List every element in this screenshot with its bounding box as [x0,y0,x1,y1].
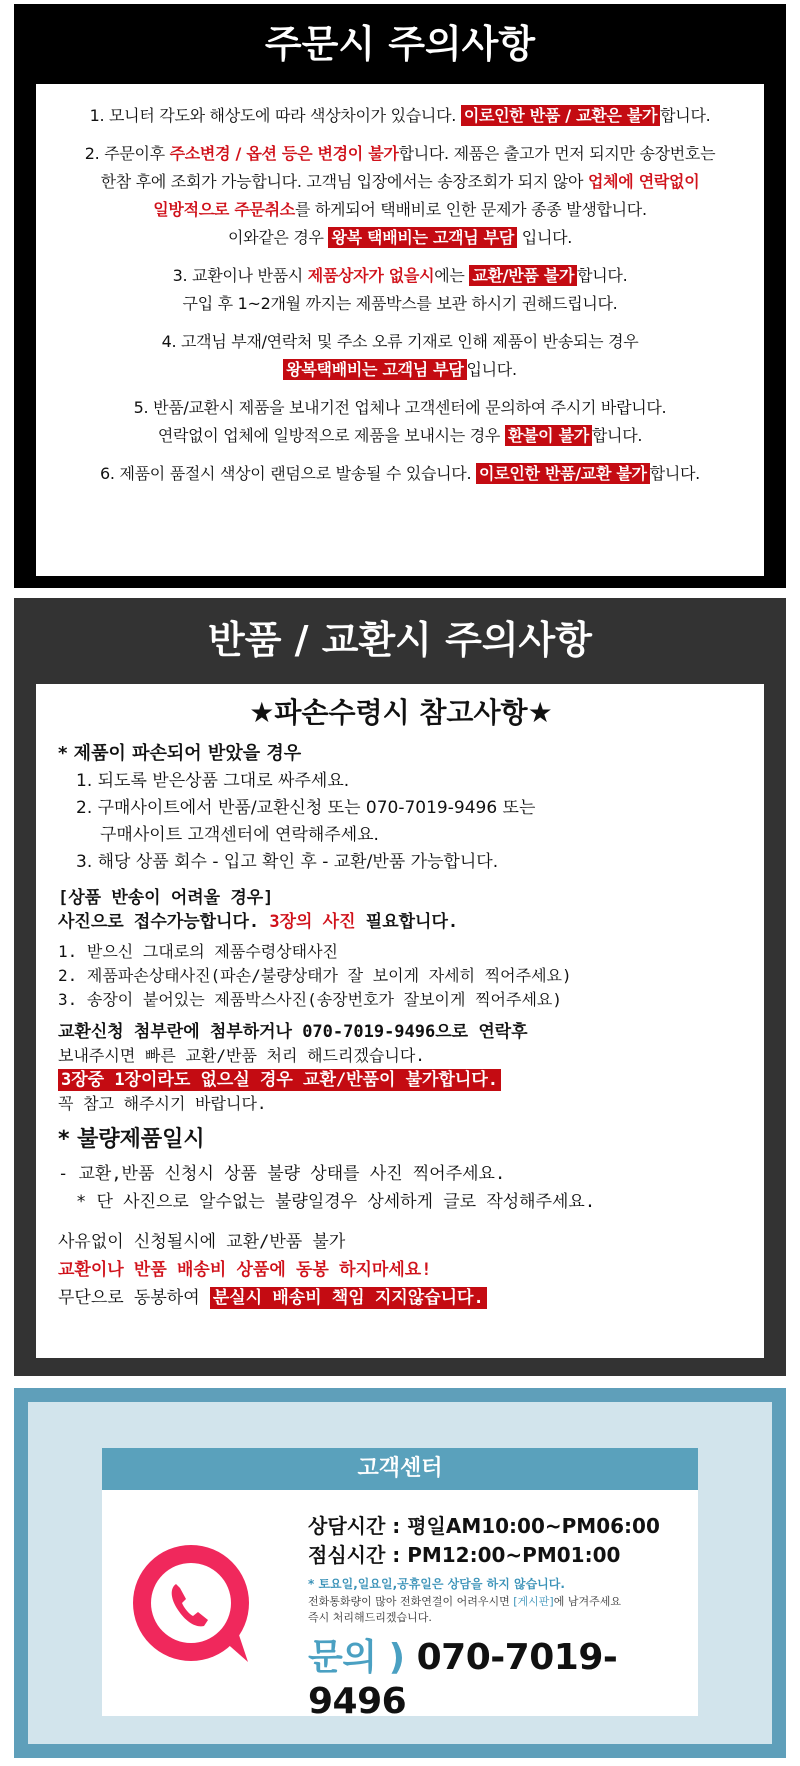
order-notice-item-6 [36,460,764,488]
order-notice-item-5 [36,394,764,450]
order-notice-line: 2. 주문이후 주소변경 / 옵션 등은 변경이 불가합니다. 제품은 출고가 먼저 되지만 송장번호는 [84,144,716,163]
order-notice-line: 1. 모니터 각도와 해상도에 따라 색상차이가 있습니다. 이로인한 반품 / 교환은 불가 합니다. [89,106,711,125]
order-notice-line: 6. 제품이 품절시 색상이 랜덤으로 발송될 수 있습니다. 이로인한 반품/교환 불가 합니다. [100,464,700,483]
order-notice-section [14,4,786,588]
final-line-2: 교환이나 반품 배송비 상품에 동봉 하지마세요! [58,1260,432,1280]
final-line-3: 무단으로 동봉하여 분실시 배송비 책임 지지않습니다. [58,1284,744,1312]
order-notice-line: 한참 후에 조회가 가능합니다. 고객님 입장에서는 송장조회가 되지 않아 업체에 연락없이 [100,172,700,191]
hard-return-heading: [상품 반송이 어려울 경우] [58,888,274,908]
busy-note: 전화통화량이 많아 전화연결이 어려우시면 [게시판]에 남겨주세요 [308,1595,621,1608]
order-notice-line: 일방적으로 주문취소를 하게되어 택배비로 인한 문제가 종종 발생합니다. [153,200,647,219]
consult-hours: 상담시간 : 평일AM10:00~PM06:00 [308,1514,660,1538]
customer-center-section [14,1388,786,1758]
defect-line-2: * 단 사진으로 알수없는 불량일경우 상세하게 글로 작성해주세요. [76,1192,596,1212]
board-link[interactable]: [게시판] [513,1595,554,1608]
final-line-1: 사유없이 신청될시에 교환/반품 불가 [58,1232,346,1252]
customer-center-frame [28,1402,772,1744]
order-notice-item-3 [36,262,764,318]
phone-chat-bubble-icon [128,1540,258,1670]
defect-heading: * 불량제품일시 [58,1127,205,1152]
order-notice-line: 연락없이 업체에 일방적으로 제품을 보내시는 경우 환불이 불가 합니다. [157,426,643,445]
inquiry-label: 문의 ) [308,1637,405,1678]
return-exchange-title: 반품 / 교환시 주의사항 [208,618,592,662]
order-notice-line: 4. 고객님 부재/연락처 및 주소 오류 기재로 인해 제품이 반송되는 경우 [161,332,639,351]
phone-number: 070-7019-9496 [308,1637,618,1722]
lunch-hours: 점심시간 : PM12:00~PM01:00 [308,1543,621,1567]
contact-line-2: 보내주시면 빠른 교환/반품 처리 해드리겠습니다. [58,1046,425,1065]
order-notice-line: 구입 후 1~2개월 까지는 제품박스를 보관 하시기 권해드립니다. [182,294,618,313]
return-exchange-section [14,598,786,1376]
damaged-item-2-cont: 구매사이트 고객센터에 연락해주세요. [100,825,379,845]
customer-center-header: 고객센터 [102,1448,698,1490]
photo-item-3: 3. 송장이 붙어있는 제품박스사진(송장번호가 잘보이게 찍어주세요) [58,990,563,1009]
photo-requirement: 사진으로 접수가능합니다. 3장의 사진 필요합니다. [58,912,459,932]
order-notice-body [36,84,764,576]
order-notice-line: 3. 교환이나 반품시 제품상자가 없을시에는 교환/반품 불가 합니다. [172,266,628,285]
photo-item-1: 1. 받으신 그대로의 제품수령상태사진 [58,942,339,961]
damaged-item-1: 1. 되도록 받은상품 그대로 싸주세요. [76,771,350,791]
order-notice-line: 5. 반품/교환시 제품을 보내기전 업체나 고객센터에 문의하여 주시기 바랍니다. [133,398,667,417]
order-notice-item-1 [36,102,764,130]
damage-guide-title: ★파손수령시 참고사항★ [249,696,553,729]
order-notice-line: 이와같은 경우 왕복 택배비는 고객님 부담 입니다. [227,228,573,247]
customer-center-card [102,1448,698,1722]
customer-center-info [308,1512,688,1724]
order-notice-line: 왕복택배비는 고객님 부담 입니다. [36,356,764,384]
damaged-item-2: 2. 구매사이트에서 반품/교환신청 또는 070-7019-9496 또는 [76,798,536,818]
return-exchange-body [36,684,764,1358]
order-notice-item-2 [36,140,764,252]
order-notice-item-4 [36,328,764,384]
photo-item-2: 2. 제품파손상태사진(파손/불량상태가 잘 보이게 자세히 찍어주세요) [58,966,572,985]
contact-line-1: 교환신청 첨부란에 첨부하거나 070-7019-9496으로 연락후 [58,1022,528,1042]
damaged-heading: * 제품이 파손되어 받았을 경우 [58,743,302,764]
inquiry-phone[interactable] [308,1636,688,1724]
holiday-note: * 토요일,일요일,공휴일은 상담을 하지 않습니다. [308,1577,565,1591]
damaged-item-3: 3. 해당 상품 회수 - 입고 확인 후 - 교환/반품 가능합니다. [76,852,499,872]
order-notice-title: 주문시 주의사항 [264,22,536,66]
defect-line-1: - 교환,반품 신청시 상품 불량 상태를 사진 찍어주세요. [58,1164,506,1184]
busy-note-2: 즉시 처리해드리겠습니다. [308,1611,432,1624]
warning-line: 3장중 1장이라도 없으실 경우 교환/반품이 불가합니다. [58,1068,744,1092]
warning-after: 꼭 참고 해주시기 바랍니다. [58,1094,267,1113]
